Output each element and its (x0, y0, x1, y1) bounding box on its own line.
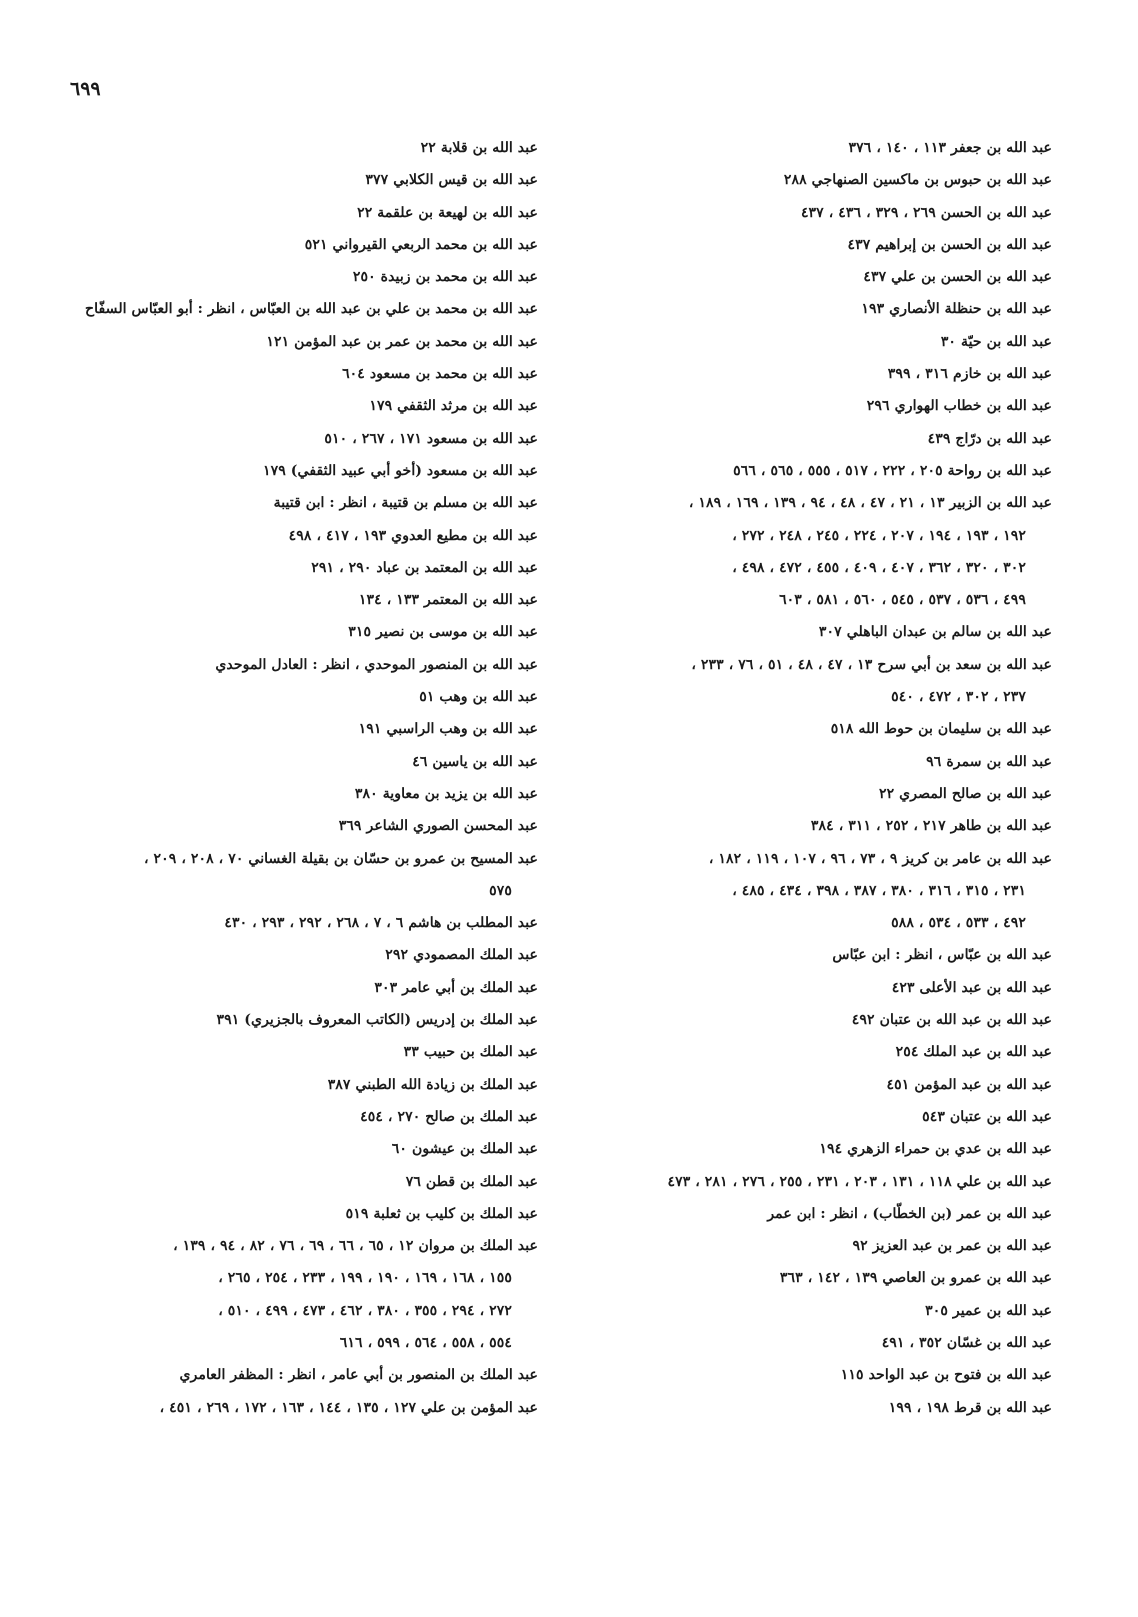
index-column-right (577, 132, 1052, 1424)
index-entry: عبد الله بن صالح المصري ٢٢ (878, 785, 1052, 802)
index-entry: عبد الله بن مطيع العدوي ١٩٣ ، ٤١٧ ، ٤٩٨ (288, 527, 538, 544)
index-entry: عبد الله بن جعفر ١١٣ ، ١٤٠ ، ٣٧٦ (848, 140, 1052, 156)
index-entry-continuation: ٤٩٩ ، ٥٣٦ ، ٥٣٧ ، ٥٤٥ ، ٥٦٠ ، ٥٨١ ، ٦٠٣ (779, 592, 1026, 609)
index-entry: عبد المطلب بن هاشم ٦ ، ٧ ، ٢٦٨ ، ٢٩٢ ، ٢٩٣ ، ٤٣٠ (224, 915, 538, 932)
index-entry: عبد الله بن المعتمد بن عباد ٢٩٠ ، ٢٩١ (311, 559, 538, 576)
index-entry: عبد الله بن قرط ١٩٨ ، ١٩٩ (888, 1399, 1052, 1416)
index-entry: عبد الله بن خازم ٣١٦ ، ٣٩٩ (887, 366, 1052, 383)
index-entry: عبد الله بن عمرو بن العاصي ١٣٩ ، ١٤٢ ، ٣٦٣ (779, 1270, 1052, 1287)
index-entry: عبد الله بن وهب الراسبي ١٩١ (358, 721, 538, 738)
index-entry: عبد الله بن مرثد الثقفي ١٧٩ (369, 398, 538, 415)
index-entry: عبد الله بن عتبان ٥٤٣ (922, 1108, 1052, 1125)
index-entry: عبد الله بن مسعود (أخو أبي عبيد الثقفي) ١٧٩ (262, 462, 538, 479)
index-entry: عبد الله بن عبد الملك ٢٥٤ (895, 1044, 1052, 1061)
index-entry: عبد الملك بن المنصور بن أبي عامر ، انظر : المظفر العامري (179, 1367, 538, 1384)
index-entry: عبد الله بن الحسن بن إبراهيم ٤٣٧ (847, 236, 1052, 253)
index-entry: عبد الله بن ياسين ٤٦ (412, 753, 538, 770)
index-entry: عبد الله بن طاهر ٢١٧ ، ٢٥٢ ، ٣١١ ، ٣٨٤ (810, 818, 1052, 835)
index-entry: عبد الله بن محمد بن علي بن عبد الله بن العبّاس ، انظر : أبو العبّاس السفّاح (85, 301, 538, 318)
index-entry: عبد الله بن سعد بن أبي سرح ١٣ ، ٤٧ ، ٤٨ ، ٥١ ، ٧٦ ، ٢٣٣ ، (691, 656, 1052, 673)
index-entry: عبد المؤمن بن علي ١٢٧ ، ١٣٥ ، ١٤٤ ، ١٦٣ ، ١٧٢ ، ٢٦٩ ، ٤٥١ ، (159, 1399, 538, 1416)
index-entry: عبد الله بن الزبير ١٣ ، ٢١ ، ٤٧ ، ٤٨ ، ٩٤ ، ١٣٩ ، ١٦٩ ، ١٨٩ ، (688, 495, 1052, 512)
index-entry-continuation: ٢٣١ ، ٣١٥ ، ٣١٦ ، ٣٨٠ ، ٣٨٧ ، ٣٩٨ ، ٤٣٤ ، ٤٨٥ ، (732, 882, 1026, 899)
index-entry: عبد الله بن محمد بن عمر بن عبد المؤمن ١٢١ (266, 333, 538, 350)
index-entry: عبد الله بن محمد الربعي القيرواني ٥٢١ (304, 236, 538, 253)
index-entry: عبد الله بن عدي بن حمراء الزهري ١٩٤ (819, 1141, 1052, 1158)
index-column-left (68, 132, 538, 1424)
index-entry: عبد الله بن مسلم بن قتيبة ، انظر : ابن قتيبة (273, 495, 538, 512)
index-entry-continuation: ٢٣٧ ، ٣٠٢ ، ٤٧٢ ، ٥٤٠ (891, 689, 1026, 706)
index-entry: عبد الله بن موسى بن نصير ٣١٥ (348, 624, 538, 641)
index-entry: عبد الله بن الحسن ٢٦٩ ، ٣٢٩ ، ٤٣٦ ، ٤٣٧ (800, 204, 1052, 221)
index-entry: عبد الله بن محمد بن مسعود ٦٠٤ (342, 366, 538, 383)
index-entry: عبد الله بن عمر (بن الخطّاب) ، انظر : ابن عمر (767, 1205, 1052, 1222)
index-entry: عبد الله بن مسعود ١٧١ ، ٢٦٧ ، ٥١٠ (324, 430, 538, 447)
index-entry: عبد الملك بن كليب بن ثعلبة ٥١٩ (345, 1205, 538, 1222)
index-entry: عبد الملك بن أبي عامر ٣٠٣ (374, 979, 538, 996)
index-entry: عبد الله بن لهيعة بن علقمة ٢٢ (357, 204, 538, 221)
index-entry: عبد المحسن الصوري الشاعر ٣٦٩ (338, 818, 538, 835)
index-entry: عبد الله بن حبوس بن ماكسين الصنهاجي ٢٨٨ (783, 172, 1052, 189)
index-entry: عبد الله بن غسّان ٣٥٢ ، ٤٩١ (881, 1334, 1052, 1351)
index-entry: عبد الملك بن زيادة الله الطبني ٣٨٧ (327, 1076, 538, 1093)
index-entry: عبد الله بن المعتمر ١٣٣ ، ١٣٤ (358, 592, 538, 609)
index-entry: عبد الله بن الحسن بن علي ٤٣٧ (863, 269, 1052, 286)
page-number: ٦٩٩ (70, 78, 101, 100)
index-entry: عبد الملك المصمودي ٢٩٢ (385, 947, 538, 964)
index-entry: عبد الله بن علي ١١٨ ، ١٣١ ، ٢٠٣ ، ٢٣١ ، ٢٥٥ ، ٢٧٦ ، ٢٨١ ، ٤٧٣ (667, 1173, 1052, 1190)
index-entry: عبد الله بن عامر بن كريز ٩ ، ٧٣ ، ٩٦ ، ١٠٧ ، ١١٩ ، ١٨٢ ، (708, 850, 1052, 867)
index-entry-continuation: ٥٥٤ ، ٥٥٨ ، ٥٦٤ ، ٥٩٩ ، ٦١٦ (339, 1334, 512, 1351)
index-entry: عبد الله بن خطاب الهواري ٢٩٦ (866, 398, 1052, 415)
index-entry: عبد الملك بن حبيب ٣٣ (403, 1044, 538, 1061)
index-entry: عبد الله بن رواحة ٢٠٥ ، ٢٢٢ ، ٥١٧ ، ٥٥٥ ، ٥٦٥ ، ٥٦٦ (733, 462, 1052, 479)
index-entry: عبد الله بن عبّاس ، انظر : ابن عبّاس (832, 947, 1052, 964)
index-entry: عبد الملك بن عيشون ٦٠ (391, 1141, 538, 1158)
index-entry: عبد الله بن سليمان بن حوط الله ٥١٨ (830, 721, 1052, 738)
index-entry: عبد الله بن وهب ٥١ (419, 689, 538, 706)
index-entry: عبد الملك بن قطن ٧٦ (405, 1173, 538, 1190)
index-entry: عبد الملك بن إدريس (الكاتب المعروف بالجزيري) ٣٩١ (216, 1012, 538, 1029)
index-entry: عبد الله بن درّاج ٤٣٩ (927, 430, 1052, 447)
index-entry: عبد المسيح بن عمرو بن حسّان بن بقيلة الغساني ٧٠ ، ٢٠٨ ، ٢٠٩ ، (143, 850, 538, 867)
index-entry: عبد الله بن حنظلة الأنصاري ١٩٣ (861, 301, 1052, 318)
index-entry-continuation: ٥٧٥ (489, 882, 512, 899)
index-entry: عبد الله بن يزيد بن معاوية ٣٨٠ (354, 785, 538, 802)
index-entry: عبد الله بن عمر بن عبد العزيز ٩٢ (852, 1238, 1052, 1255)
index-entry-continuation: ١٥٥ ، ١٦٨ ، ١٦٩ ، ١٩٠ ، ١٩٩ ، ٢٣٣ ، ٢٥٤ ، ٢٦٥ ، (218, 1270, 512, 1287)
index-entry: عبد الله بن قيس الكلابي ٣٧٧ (365, 172, 538, 189)
index-entry: عبد الله بن سمرة ٩٦ (926, 753, 1052, 770)
index-entry: عبد الملك بن مروان ١٢ ، ٦٥ ، ٦٦ ، ٦٩ ، ٧٦ ، ٨٢ ، ٩٤ ، ١٣٩ ، (173, 1238, 538, 1255)
index-entry: عبد الملك بن صالح ٢٧٠ ، ٤٥٤ (360, 1108, 538, 1125)
index-entry-continuation: ٤٩٢ ، ٥٣٣ ، ٥٣٤ ، ٥٨٨ (891, 915, 1026, 932)
index-entry: عبد الله بن عبد الله بن عتبان ٤٩٢ (851, 1012, 1052, 1029)
index-entry: عبد الله بن عبد الأعلى ٤٢٣ (891, 979, 1052, 996)
index-entry: عبد الله بن محمد بن زبيدة ٢٥٠ (352, 269, 538, 286)
index-entry-continuation: ٢٧٢ ، ٢٩٤ ، ٣٥٥ ، ٣٨٠ ، ٤٦٢ ، ٤٧٣ ، ٤٩٩ ، ٥١٠ ، (218, 1302, 512, 1319)
index-entry: عبد الله بن حيّة ٣٠ (940, 333, 1052, 350)
index-entry: عبد الله بن قلابة ٢٢ (420, 140, 538, 156)
index-entry: عبد الله بن عبد المؤمن ٤٥١ (886, 1076, 1052, 1093)
index-entry: عبد الله بن سالم بن عبدان الباهلي ٣٠٧ (818, 624, 1052, 641)
index-entry: عبد الله بن عمير ٣٠٥ (925, 1302, 1052, 1319)
index-entry-continuation: ١٩٢ ، ١٩٣ ، ١٩٤ ، ٢٠٧ ، ٢٢٤ ، ٢٤٥ ، ٢٤٨ ، ٢٧٢ ، (732, 527, 1026, 544)
index-entry: عبد الله بن فتوح بن عبد الواحد ١١٥ (840, 1367, 1052, 1384)
index-entry: عبد الله بن المنصور الموحدي ، انظر : العادل الموحدي (215, 656, 538, 673)
index-entry-continuation: ٣٠٢ ، ٣٢٠ ، ٣٦٢ ، ٤٠٧ ، ٤٠٩ ، ٤٥٥ ، ٤٧٢ ، ٤٩٨ ، (732, 559, 1026, 576)
